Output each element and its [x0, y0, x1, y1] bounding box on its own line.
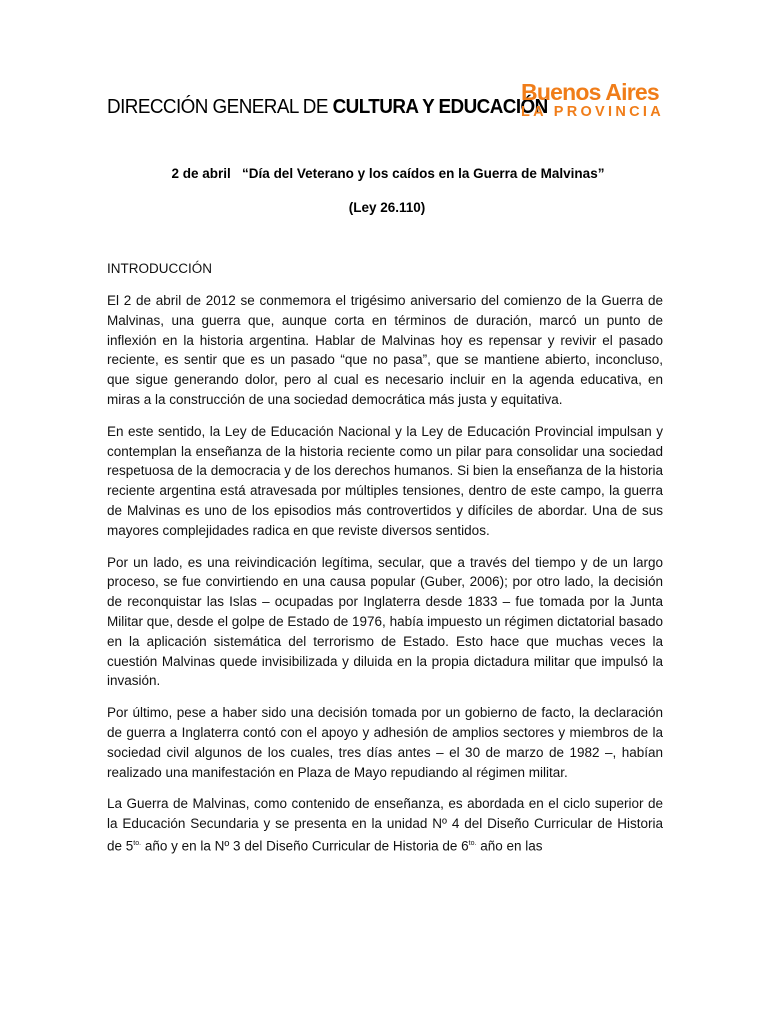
logo-text-top: Buenos Aires — [521, 79, 659, 105]
paragraph-text: año en las — [476, 838, 543, 854]
paragraph: El 2 de abril de 2012 se conmemora el trigésimo aniversario del comienzo de la Guerra de Malvinas, una guerra que, aunque corta en términos de duración, marcó un punto de inflexión en la historia argentina. Hablar de Malvinas hoy es repensar y revivir el pasado reciente, es sentir que es un pasado “que no pasa”, que se mantiene abierto, inconcluso, que sigue generando dolor, pero al cual es necesario incluir en la agenda educativa, en miras a la construcción de una sociedad democrática más justa y equitativa. — [107, 293, 663, 407]
organization-header — [107, 95, 548, 119]
buenos-aires-logo — [521, 80, 664, 120]
ordinal-superscript: to. — [133, 839, 142, 847]
paragraph-last — [107, 794, 663, 856]
logo-text-bottom: LA PROVINCIA — [521, 104, 664, 120]
document-subtitle-law: (Ley 26.110) — [348, 200, 426, 215]
paragraph: Por último, pese a haber sido una decisión tomada por un gobierno de facto, la declaración de guerra a Inglaterra contó con el apoyo y adhesión de amplios sectores y miembros de la sociedad civil algunos de los cuales, tres días antes – el 30 de marzo de 1982 –, habían realizado una manifestación en Plaza de Mayo repudiando al régimen militar. — [107, 705, 663, 780]
paragraph: Por un lado, es una reivindicación legítima, secular, que a través del tiempo y de un largo proceso, se fue convirtiendo en una causa popular (Guber, 2006); por otro lado, la decisión de reconquistar las Islas – ocupadas por Inglaterra desde 1833 – fue tomada por la Junta Militar que, desde el golpe de Estado de 1976, había impuesto un régimen dictatorial basado en la aplicación sistemática del terrorismo de Estado. Esto hace que muchas veces la cuestión Malvinas quede invisibilizada y diluida en la propia dictadura militar que impulsó la invasión. — [107, 554, 663, 689]
section-heading: INTRODUCCIÓN — [107, 261, 212, 276]
document-title: 2 de abril “Día del Veterano y los caídos en la Guerra de Malvinas” — [171, 166, 605, 181]
paragraph-text: año y en la Nº 3 del Diseño Curricular de Historia de 6 — [141, 838, 469, 854]
organization-name-bold: CULTURA Y EDUCACIÓN — [332, 95, 548, 118]
paragraph-text: La Guerra de Malvinas, como contenido de enseñanza, es abordada en el ciclo superior de la Educación Secundaria y se presenta en la unidad Nº 4 del Diseño Curricular de Historia de 5 — [107, 796, 663, 854]
paragraph: En este sentido, la Ley de Educación Nacional y la Ley de Educación Provincial impulsan y contemplan la enseñanza de la historia reciente como un pilar para consolidar una sociedad respetuosa de la democracia y de los derechos humanos. Si bien la enseñanza de la historia reciente argentina está atravesada por múltiples tensiones, dentro de este campo, la guerra de Malvinas es uno de los episodios más controvertidos y difíciles de abordar. Una de sus mayores complejidades radica en que reviste diversos sentidos. — [107, 423, 663, 538]
document-body — [107, 291, 663, 868]
organization-prefix: DIRECCIÓN GENERAL DE — [107, 95, 333, 118]
ordinal-superscript: to. — [468, 839, 477, 847]
